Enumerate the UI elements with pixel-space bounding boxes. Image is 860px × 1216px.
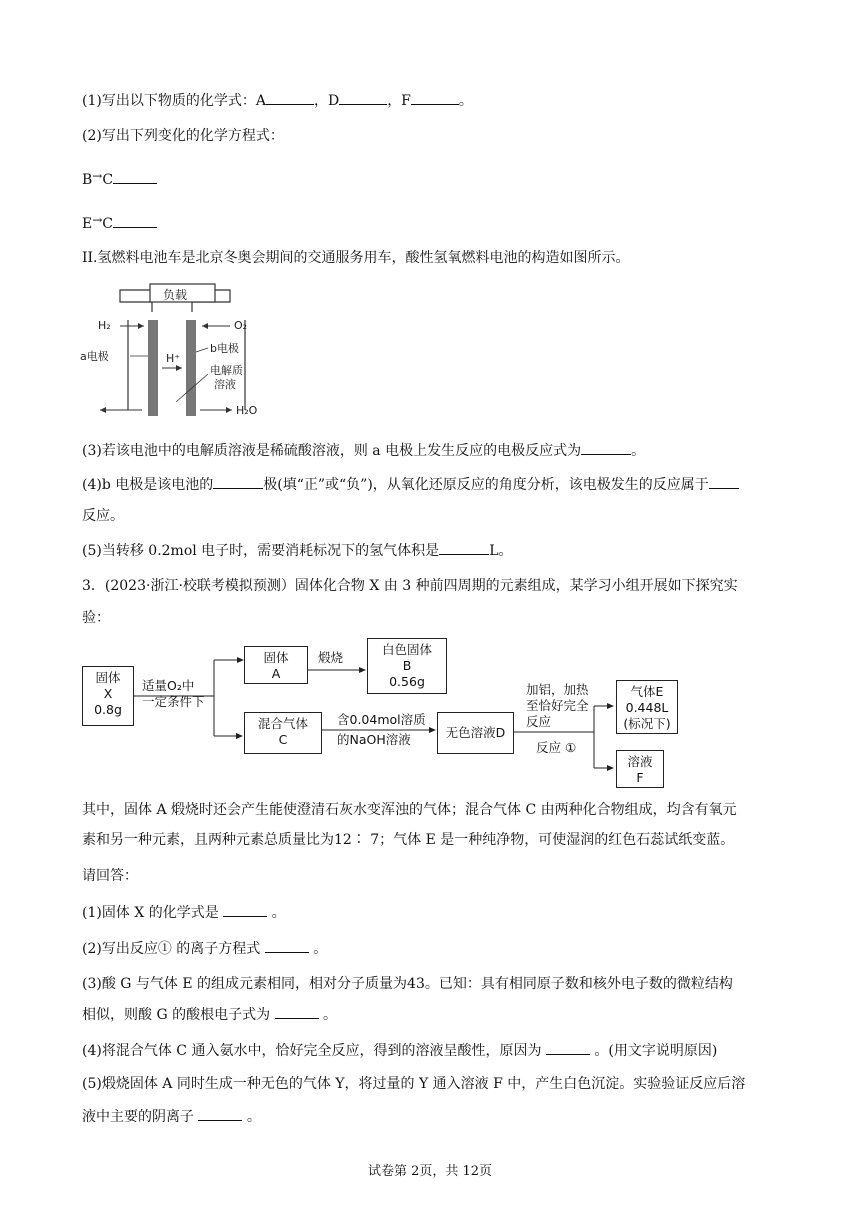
- a-electrode-plate: [148, 320, 158, 416]
- condition-label-2: 一定条件下: [142, 694, 205, 709]
- electrolyte-label: 电解质: [210, 364, 243, 377]
- h2-label: H₂: [98, 319, 111, 332]
- q4-line: (4)b 电极是该电池的 极(填“正”或“负”)，从氧化还原反应的角度分析，该电极发生的反应属于: [82, 474, 739, 495]
- answer-blank[interactable]: [709, 474, 739, 489]
- part2-intro: II.氢燃料电池车是北京冬奥会期间的交通服务用车，酸性氢氧燃料电池的构造如图所示。: [82, 250, 630, 266]
- load-label: 负载: [163, 288, 188, 302]
- a-electrode-label: a电极: [80, 350, 109, 363]
- condition-label: 适量O₂中: [142, 678, 195, 693]
- problem3-header: 3．(2023·浙江·校联考模拟预测）固体化合物 X 由 3 种前四周期的元素组成，某学习小组开展如下探究实: [82, 578, 738, 594]
- arrow-icon: →: [92, 169, 103, 183]
- p3-q3-line: (3)酸 G 与气体 E 的组成元素相同，相对分子质量为43。已知：具有相同原子数和核外电子数的微粒结构: [82, 976, 733, 992]
- answer-blank[interactable]: [439, 540, 489, 555]
- answer-blank[interactable]: [113, 169, 157, 184]
- h2o-label: H₂O: [236, 404, 258, 417]
- b-electrode-label: b电极: [210, 342, 239, 355]
- answer-blank[interactable]: [265, 938, 309, 953]
- aluminum-label-3: 反应: [526, 714, 552, 729]
- fuel-cell-figure: [80, 282, 280, 422]
- calcine-label: 煅烧: [318, 650, 344, 665]
- equation-b-to-c: B→C: [82, 166, 157, 190]
- prompt-line: 请回答：: [82, 868, 138, 884]
- answer-blank[interactable]: [339, 90, 387, 105]
- electrolyte-label-2: 溶液: [214, 378, 236, 391]
- box-gas-e: 气体E 0.448L (标况下): [616, 680, 678, 734]
- arrow-icon: →: [92, 213, 103, 227]
- box-solution-d: 无色溶液D: [437, 712, 514, 754]
- p3-q5-line: (5)煅烧固体 A 同时生成一种无色的气体 Y，将过量的 Y 通入溶液 F 中，产生白色沉淀。实验验证反应后溶: [82, 1076, 746, 1092]
- box-solid-x: 固体 X 0.8g: [82, 666, 134, 726]
- p3-q2-line: (2)写出反应① 的离子方程式 。: [82, 938, 327, 959]
- p3-q4-line: (4)将混合气体 C 通入氨水中，恰好完全反应，得到的溶液呈酸性，原因为 。(用文字说明原因): [82, 1040, 717, 1061]
- box-white-solid-b: 白色固体 B 0.56g: [367, 638, 447, 694]
- answer-blank[interactable]: [223, 902, 267, 917]
- answer-blank[interactable]: [198, 1106, 242, 1121]
- answer-blank[interactable]: [213, 474, 263, 489]
- page-footer: 试卷第 2页，共 12页: [367, 1164, 493, 1179]
- p3-q3-line-2: 相似，则酸 G 的酸根电子式为 。: [82, 1004, 337, 1025]
- h-plus-label: H⁺: [166, 352, 181, 365]
- p3-q5-line-2: 液中主要的阴离子 。: [82, 1106, 261, 1127]
- problem3-header-2: 验：: [82, 610, 110, 626]
- box-solid-a: 固体 A: [244, 646, 308, 684]
- equation-e-to-c: E→C: [82, 210, 157, 234]
- p3-q1-line: (1)固体 X 的化学式是 。: [82, 902, 286, 923]
- flow-diagram: [82, 636, 682, 791]
- aluminum-label-2: 至恰好完全: [526, 698, 589, 713]
- answer-blank[interactable]: [546, 1040, 590, 1055]
- answer-blank[interactable]: [581, 440, 631, 455]
- q1-line: (1)写出以下物质的化学式：A ，D ，F 。: [82, 90, 473, 111]
- o2-label: O₂: [234, 319, 248, 332]
- reaction-1-label: 反应 ①: [536, 740, 577, 755]
- description-line-2: 素和另一种元素，且两种元素总质量比为12∶ 7；气体 E 是一种纯净物，可使湿润的红色石蕊试纸变蓝。: [82, 832, 735, 848]
- box-mixed-gas-c: 混合气体 C: [244, 712, 322, 754]
- description-line: 其中，固体 A 煅烧时还会产生能使澄清石灰水变浑浊的气体；混合气体 C 由两种化合物组成，均含有氧元: [82, 802, 737, 818]
- q2-line: (2)写出下列变化的化学方程式：: [82, 128, 284, 144]
- answer-blank[interactable]: [275, 1004, 319, 1019]
- answer-blank[interactable]: [411, 90, 459, 105]
- q3-line: (3)若该电池中的电解质溶液是稀硫酸溶液，则 a 电极上发生反应的电极反应式为 。: [82, 440, 645, 461]
- q4-line-2: 反应。: [82, 508, 124, 524]
- naoh-label: 含0.04mol溶质: [337, 712, 426, 727]
- aluminum-label: 加铝，加热: [526, 682, 589, 697]
- b-electrode-plate: [186, 320, 196, 416]
- naoh-label-2: 的NaOH溶液: [337, 732, 411, 747]
- box-solution-f: 溶液 F: [616, 750, 664, 788]
- q5-line: (5)当转移 0.2mol 电子时，需要消耗标况下的氢气体积是 L。: [82, 540, 512, 561]
- answer-blank[interactable]: [266, 90, 314, 105]
- answer-blank[interactable]: [113, 213, 157, 228]
